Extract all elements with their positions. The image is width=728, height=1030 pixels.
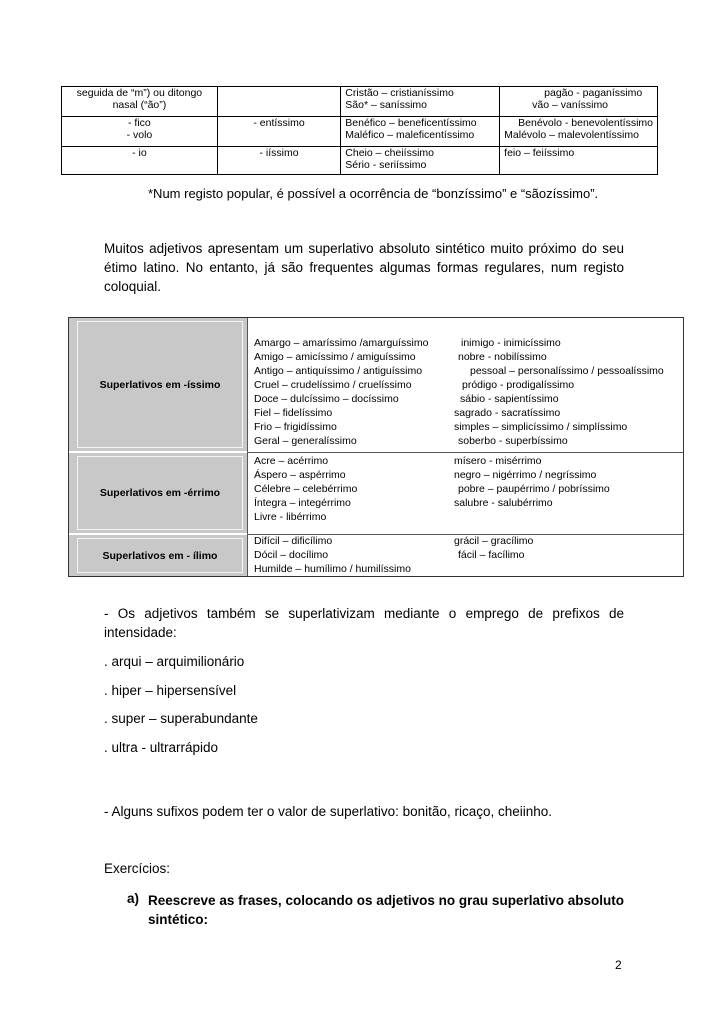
list-item: Geral – generalíssimo soberbo - superbíssimo: [254, 435, 568, 447]
prefix-item: . hiper – hipersensível: [104, 683, 237, 698]
list-item: Livre - libérrimo: [254, 511, 327, 523]
table-row: [62, 117, 658, 147]
suffix-table: [61, 86, 658, 175]
list-item: Íntegra – integérrimo salubre - salubérrimo: [254, 497, 553, 509]
row-divider: [248, 452, 683, 453]
list-item: Célebre – celebérrimo pobre – paupérrimo / pobríssimo: [254, 483, 610, 495]
list-item: Amargo – amaríssimo /amarguíssimo inimigo - inimicíssimo: [254, 337, 561, 349]
table-cell: - volo: [126, 129, 153, 141]
table-cell: São* – saníssimo: [345, 99, 427, 111]
category-examples: [254, 454, 681, 524]
suffix-note: - Alguns sufixos podem ter o valor de superlativo: bonitão, ricaço, cheiinho.: [104, 804, 552, 819]
table-cell: vão – vaníssimo: [532, 99, 609, 111]
prefix-intro: - Os adjetivos também se superlativizam mediante o emprego de prefixos de intensidade:: [104, 606, 624, 640]
table-cell: Cheio – cheiíssimo: [345, 147, 434, 159]
prefix-item: . arqui – arquimilionário: [104, 654, 245, 669]
category-examples: [254, 336, 681, 448]
table-cell: Cristão – cristianíssimo: [345, 87, 454, 99]
table-row: [62, 87, 658, 117]
page-number: 2: [615, 958, 622, 972]
category-label: Superlativos em - ílimo: [69, 535, 247, 576]
exercise-marker: a): [127, 891, 140, 906]
table-cell: - entíssimo: [253, 117, 305, 129]
table-cell: pagão - paganíssimo: [544, 87, 643, 99]
table-cell: seguida de “m”) ou ditongo: [76, 87, 203, 99]
table-cell: Benévolo - benevolentíssimo: [518, 117, 653, 129]
list-item: Fiel – fidelíssimo sagrado - sacratíssimo: [254, 407, 561, 419]
table-cell: - iíssimo: [259, 147, 299, 159]
table-cell: feio – feiíssimo: [504, 147, 575, 159]
category-examples: [254, 534, 681, 576]
list-item: Amigo – amicíssimo / amiguíssimo nobre - nobilíssimo: [254, 351, 547, 363]
list-item: Doce – dulcíssimo – docíssimo sábio - sapientíssimo: [254, 393, 559, 405]
table-cell: Malévolo – malevolentíssimo: [504, 129, 639, 141]
table-cell: Benéfico – beneficentíssimo: [345, 117, 477, 129]
list-item: Difícil – dificílimo grácil – gracílimo: [254, 535, 534, 547]
exercise-a-instruction: Reescreve as frases, colocando os adjetivos no grau superlativo absoluto sintético:: [148, 893, 624, 927]
superlatives-table: [68, 317, 684, 577]
table-cell: - io: [132, 147, 147, 159]
list-item: Acre – acérrimo mísero - misérrimo: [254, 455, 542, 467]
list-item: Áspero – aspérrimo negro – nigérrimo / negríssimo: [254, 469, 597, 481]
table-cell: Maléfico – maleficentíssimo: [345, 129, 475, 141]
table-footnote: *Num registo popular, é possível a ocorrência de “bonzíssimo” e “sãozíssimo”.: [148, 186, 599, 201]
prefix-item: . ultra - ultrarrápido: [104, 740, 219, 755]
list-item: Dócil – docílimo fácil – facílimo: [254, 549, 525, 561]
table-cell: Sério - seriíssimo: [345, 159, 427, 171]
exercises-heading: Exercícios:: [104, 861, 171, 876]
intro-paragraph: Muitos adjetivos apresentam um superlativo absoluto sintético muito próximo do seu étimo latino. No entanto, já são frequentes algumas formas regulares, num registo coloquial.: [104, 241, 624, 294]
category-label: Superlativos em -érrimo: [69, 453, 247, 534]
list-item: Humilde – humílimo / humilíssimo: [254, 563, 411, 575]
category-label: Superlativos em -íssimo: [69, 318, 247, 452]
table-cell: nasal (“ão”): [112, 99, 167, 111]
prefix-item: . super – superabundante: [104, 711, 258, 726]
column-divider: [247, 318, 248, 576]
list-item: Cruel – crudelíssimo / cruelíssimo pródigo - prodigalíssimo: [254, 379, 575, 391]
table-cell: - fico: [128, 117, 151, 129]
table-row: [62, 147, 658, 175]
list-item: Antigo – antiquíssimo / antiguíssimo pessoal – personalíssimo / pessoalíssimo: [254, 365, 664, 377]
list-item: Frio – frigidíssimo simples – simplicíssimo / simplíssimo: [254, 421, 628, 433]
